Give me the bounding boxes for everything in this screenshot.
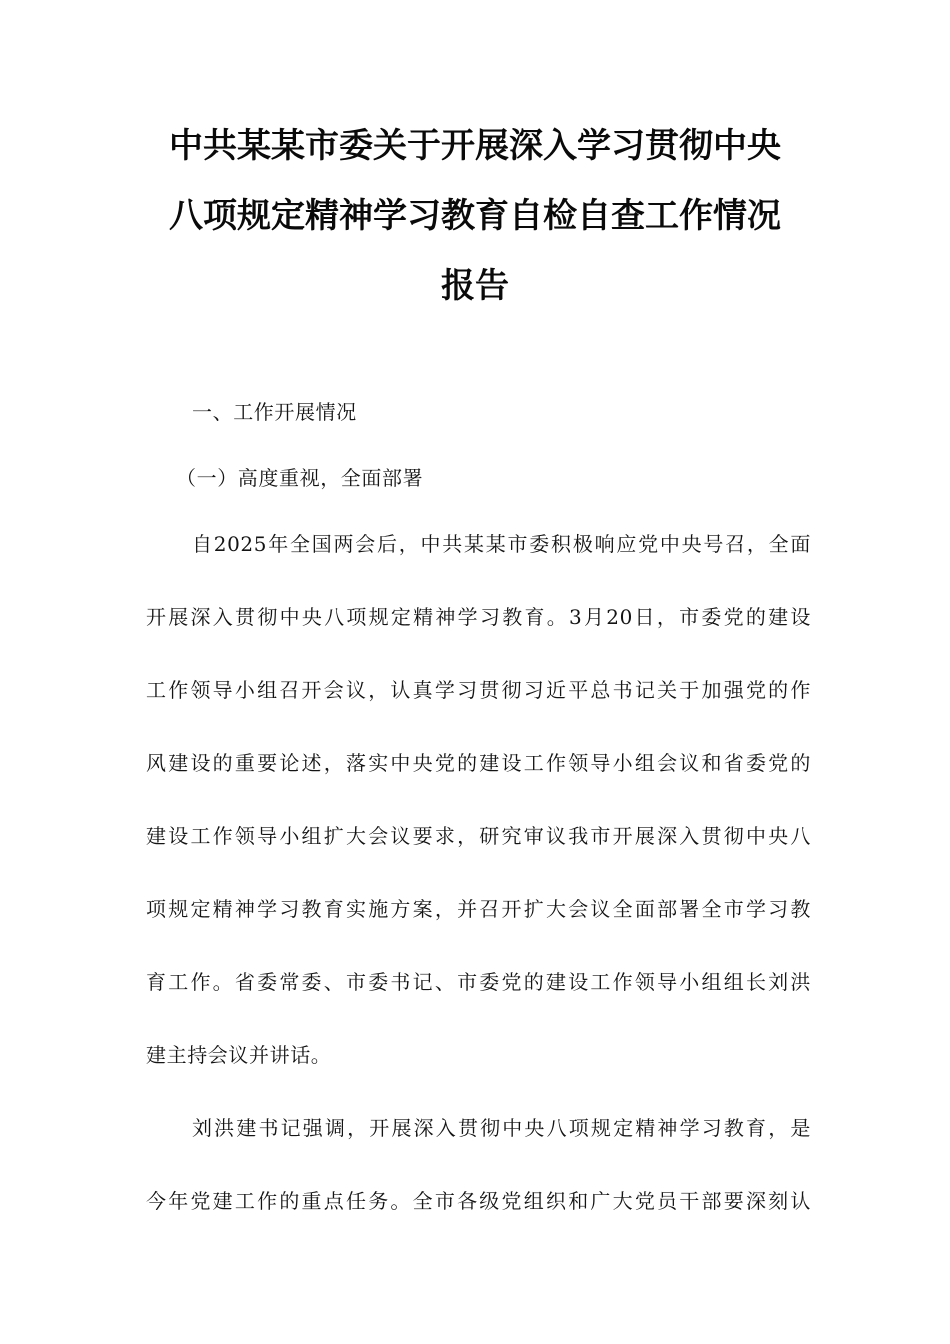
title-line: 中共某某市委关于开展深入学习贯彻中央: [169, 126, 781, 166]
paragraph-line: 今年党建工作的重点任务。全市各级党组织和广大党员干部要深刻认: [146, 1189, 811, 1213]
paragraph-line: 建设工作领导小组扩大会议要求，研究审议我市开展深入贯彻中央八: [146, 824, 811, 848]
paragraph-2: [146, 1108, 811, 1254]
section-heading: 一、工作开展情况: [192, 400, 357, 424]
paragraph-line: 刘洪建书记强调，开展深入贯彻中央八项规定精神学习教育，是: [192, 1116, 811, 1140]
document-body: [146, 392, 811, 1254]
document-title: [140, 118, 810, 328]
paragraph-line: 建主持会议并讲话。: [146, 1043, 332, 1067]
subsection-heading: （一）高度重视，全面部署: [176, 466, 424, 490]
paragraph-1: [146, 524, 811, 1108]
paragraph-line: 工作领导小组召开会议，认真学习贯彻习近平总书记关于加强党的作: [146, 678, 811, 702]
paragraph-line: 开展深入贯彻中央八项规定精神学习教育。3月20日，市委党的建设: [146, 605, 811, 629]
title-line: 八项规定精神学习教育自检自查工作情况: [169, 196, 781, 236]
paragraph-line: 项规定精神学习教育实施方案，并召开扩大会议全面部署全市学习教: [146, 897, 811, 921]
title-line: 报告: [441, 266, 509, 306]
paragraph-line: 育工作。省委常委、市委书记、市委党的建设工作领导小组组长刘洪: [146, 970, 811, 994]
paragraph-line: 自2025年全国两会后，中共某某市委积极响应党中央号召，全面: [192, 532, 811, 556]
paragraph-line: 风建设的重要论述，落实中央党的建设工作领导小组会议和省委党的: [146, 751, 811, 775]
